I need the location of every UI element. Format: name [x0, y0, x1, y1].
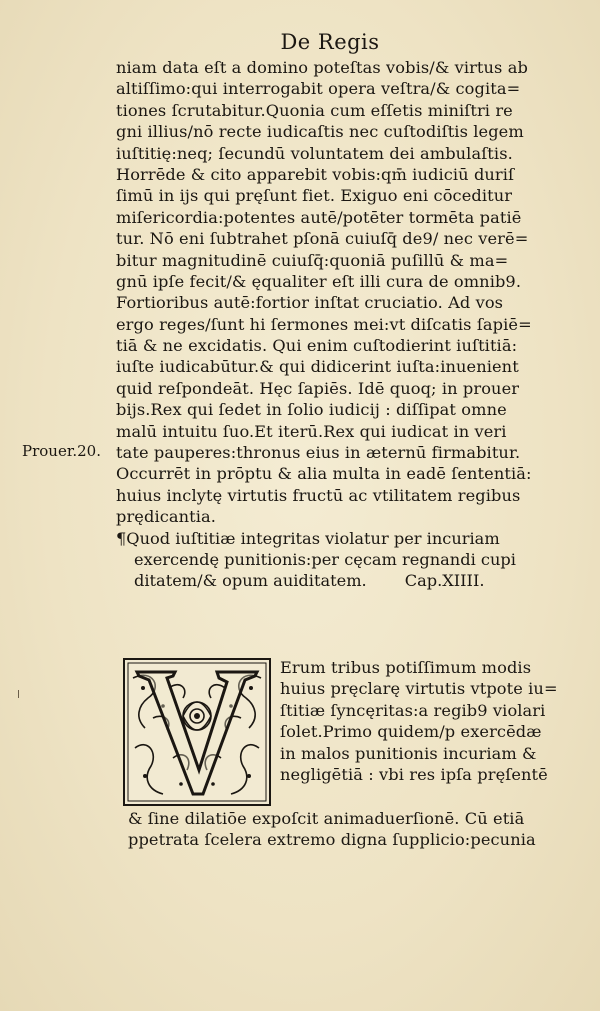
- text-line: ſolet.Primo quidem/p exercēdæ: [280, 722, 542, 742]
- text-line: Occurrēt in prōptu & alia multa in eadē ſententiā:: [116, 464, 532, 484]
- chapter-heading-line: ¶Quod iuſtitiæ integritas violatur per incuriam: [116, 528, 500, 548]
- dropcap-text-block: [280, 657, 580, 785]
- text-line: iuſte iudicabūtur.& qui didicerint iuſta:inuenient: [116, 357, 519, 377]
- text-line: negligētiā : vbi res ipſa pręſentē: [280, 764, 548, 784]
- text-line: ergo reges/ſunt hi ſermones mei:vt diſcatis ſapiē=: [116, 314, 532, 334]
- text-line: niam data eſt a domino poteſtas vobis/& virtus ab: [116, 58, 528, 77]
- text-line: Erum tribus potiſſimum modis: [280, 658, 532, 677]
- text-line: gnū ipſe fecit/& ęqualiter eſt illi cura de omnib9.: [116, 271, 522, 291]
- text-line: prędicantia.: [116, 507, 217, 527]
- text-line: miſericordia:potentes autē/potēter tormēta patiē: [116, 207, 522, 227]
- text-line: Horrēde & cito apparebit vobis:qm̄ iudiciū duriſ: [116, 164, 515, 184]
- text-line: huius pręclarę virtutis vtpote iu=: [280, 679, 558, 699]
- chapter-heading-line: [116, 570, 578, 591]
- text-line: in malos punitionis incuriam &: [280, 743, 537, 763]
- text-line: iuſtitię:neq; ſecundū voluntatem dei ambulaſtis.: [116, 143, 513, 163]
- running-head: De Regis: [280, 30, 380, 54]
- text-line: quid reſpondeāt. Hęc ſapiēs. Idē quoq; in prouer: [116, 378, 520, 398]
- margin-note: Prouer.20.: [22, 442, 101, 460]
- text-line: Fortioribus autē:fortior inſtat cruciatio. Ad vos: [116, 293, 504, 313]
- continuation-text-block: [128, 808, 588, 851]
- text-line: & ſine dilatiōe expoſcit animaduerſionē. Cū etiā: [128, 809, 525, 828]
- text-line: malū intuitu ſuo.Et iterū.Rex qui iudicat in veri: [116, 421, 507, 441]
- chapter-heading-text: ditatem/& opum auiditatem.: [134, 571, 367, 591]
- text-line: tiones ſcrutabitur.Quonia cum eſſetis miniſtri re: [116, 100, 513, 120]
- decorated-initial-svg: [123, 658, 271, 806]
- decorated-initial: [123, 658, 271, 806]
- text-line: gni illius/nō recte iudicaſtis nec cuſtodiſtis legem: [116, 122, 524, 142]
- text-line: bijs.Rex qui ſedet in ſolio iudicij : diſſipat omne: [116, 400, 507, 420]
- text-line: ſimū in ijs qui pręſunt fiet. Exiguo eni cōceditur: [116, 186, 513, 206]
- text-line: tate pauperes:thronus eius in æternū firmabitur.: [116, 443, 521, 463]
- text-line: tiā & ne excidatis. Qui enim cuſtodierint iuſtitiā:: [116, 336, 518, 356]
- chapter-number: Cap.XIIII.: [404, 571, 485, 591]
- text-line: ppetrata ſcelera extremo digna ſupplicio:pecunia: [128, 830, 536, 850]
- text-line: tur. Nō eni ſubtrahet pſonā cuiuſq̄ de9/ nec verē=: [116, 229, 529, 249]
- text-line: huius inclytę virtutis fructū ac vtilitatem regibus: [116, 485, 521, 505]
- chapter-heading-line: exercendę punitionis:per cęcam regnandi cupi: [134, 549, 516, 569]
- main-text-block: [116, 57, 578, 592]
- text-line: ſtitiæ ſyncęritas:a regib9 violari: [280, 700, 546, 720]
- margin-mark: [18, 690, 19, 698]
- text-line: altiſſimo:qui interrogabit opera veſtra/& cogita=: [116, 79, 521, 99]
- text-line: bitur magnitudinē cuiuſq̄:quoniā puſillū & ma=: [116, 250, 509, 270]
